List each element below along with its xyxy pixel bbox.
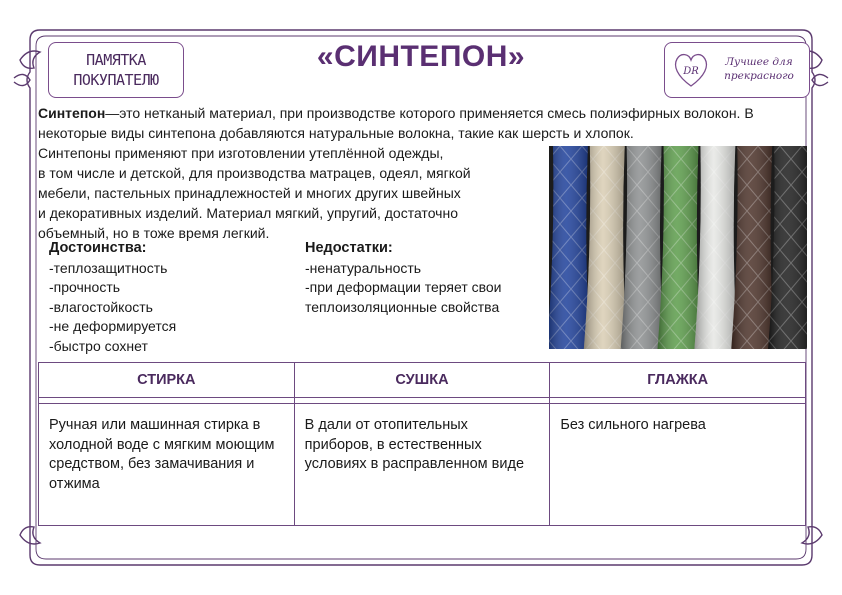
usage-line: в том числе и детской, для производства матрацев, одеял, мягкой — [38, 165, 471, 181]
advantage-item: -не деформируется — [49, 318, 177, 334]
fabric-fold-texture — [731, 146, 774, 349]
disadvantage-item: -ненатуральность — [305, 259, 422, 276]
advantages-list — [49, 239, 176, 356]
page-title: «СИНТЕПОН» — [316, 40, 526, 73]
quilted-fabric-photo — [549, 146, 807, 349]
care-header-row — [39, 363, 806, 398]
badge-line-2: ПОКУПАТЕЛЮ — [73, 71, 159, 89]
drying-header: СУШКА — [294, 363, 550, 398]
tagline-line-2: прекрасного — [724, 70, 794, 82]
washing-instructions: Ручная или машинная стирка в холодной воде с мягким моющим средством, без замачивания и отжима — [39, 404, 295, 526]
brand-badge — [664, 42, 810, 98]
advantage-item: -прочность — [49, 279, 121, 295]
ironing-instructions: Без сильного нагрева — [550, 404, 806, 526]
tagline-line-1: Лучшее для — [725, 56, 793, 68]
brand-tagline — [711, 55, 807, 83]
disadvantages-heading: Недостатки: — [305, 240, 393, 256]
advantage-item: -влагостойкость — [49, 298, 153, 315]
advantages-heading: Достоинства: — [49, 240, 147, 256]
usage-line: и декоративных изделий. Материал мягкий, упругий, достаточно — [38, 205, 458, 221]
usage-paragraph — [38, 143, 548, 243]
usage-line: объемный, но в тоже время легкий. — [38, 225, 270, 241]
fabric-fold-texture — [658, 146, 701, 349]
care-instructions-table — [38, 362, 806, 526]
usage-line: Синтепоны применяют при изготовлении утеплённой одежды, — [38, 145, 444, 161]
intro-paragraph — [38, 103, 818, 143]
fabric-fold-texture — [584, 146, 627, 349]
fabric-fold-texture — [549, 146, 590, 349]
fabric-fold-texture — [621, 146, 664, 349]
advantage-item: -быстро сохнет — [49, 337, 148, 354]
advantage-item: -теплозащитность — [49, 259, 168, 276]
care-body-row — [39, 404, 806, 526]
disadvantage-item: теплоизоляционные свойства — [305, 298, 500, 315]
ironing-header: ГЛАЖКА — [550, 363, 806, 398]
fabric-fold-texture — [694, 146, 737, 349]
logo-text: DR — [683, 66, 699, 77]
intro-definition: —это нетканый материал, при производстве которого применяется смесь полиэфирных волокон. В некоторые виды синтепона добавляются натуральные волокна, такие как шерсть и хлопок. — [38, 105, 754, 141]
usage-line: мебели, пастельных принадлежностей и многих других швейных — [38, 185, 461, 201]
disadvantages-list — [305, 239, 502, 317]
disadvantage-item: -при деформации теряет свои — [305, 279, 502, 295]
brand-logo-icon — [671, 48, 711, 90]
badge-line-1: ПАМЯТКА — [86, 51, 146, 69]
drying-instructions: В дали от отопительных приборов, в естественных условиях в расправленном виде — [294, 404, 550, 526]
washing-header: СТИРКА — [39, 363, 295, 398]
intro-term: Синтепон — [38, 105, 106, 121]
